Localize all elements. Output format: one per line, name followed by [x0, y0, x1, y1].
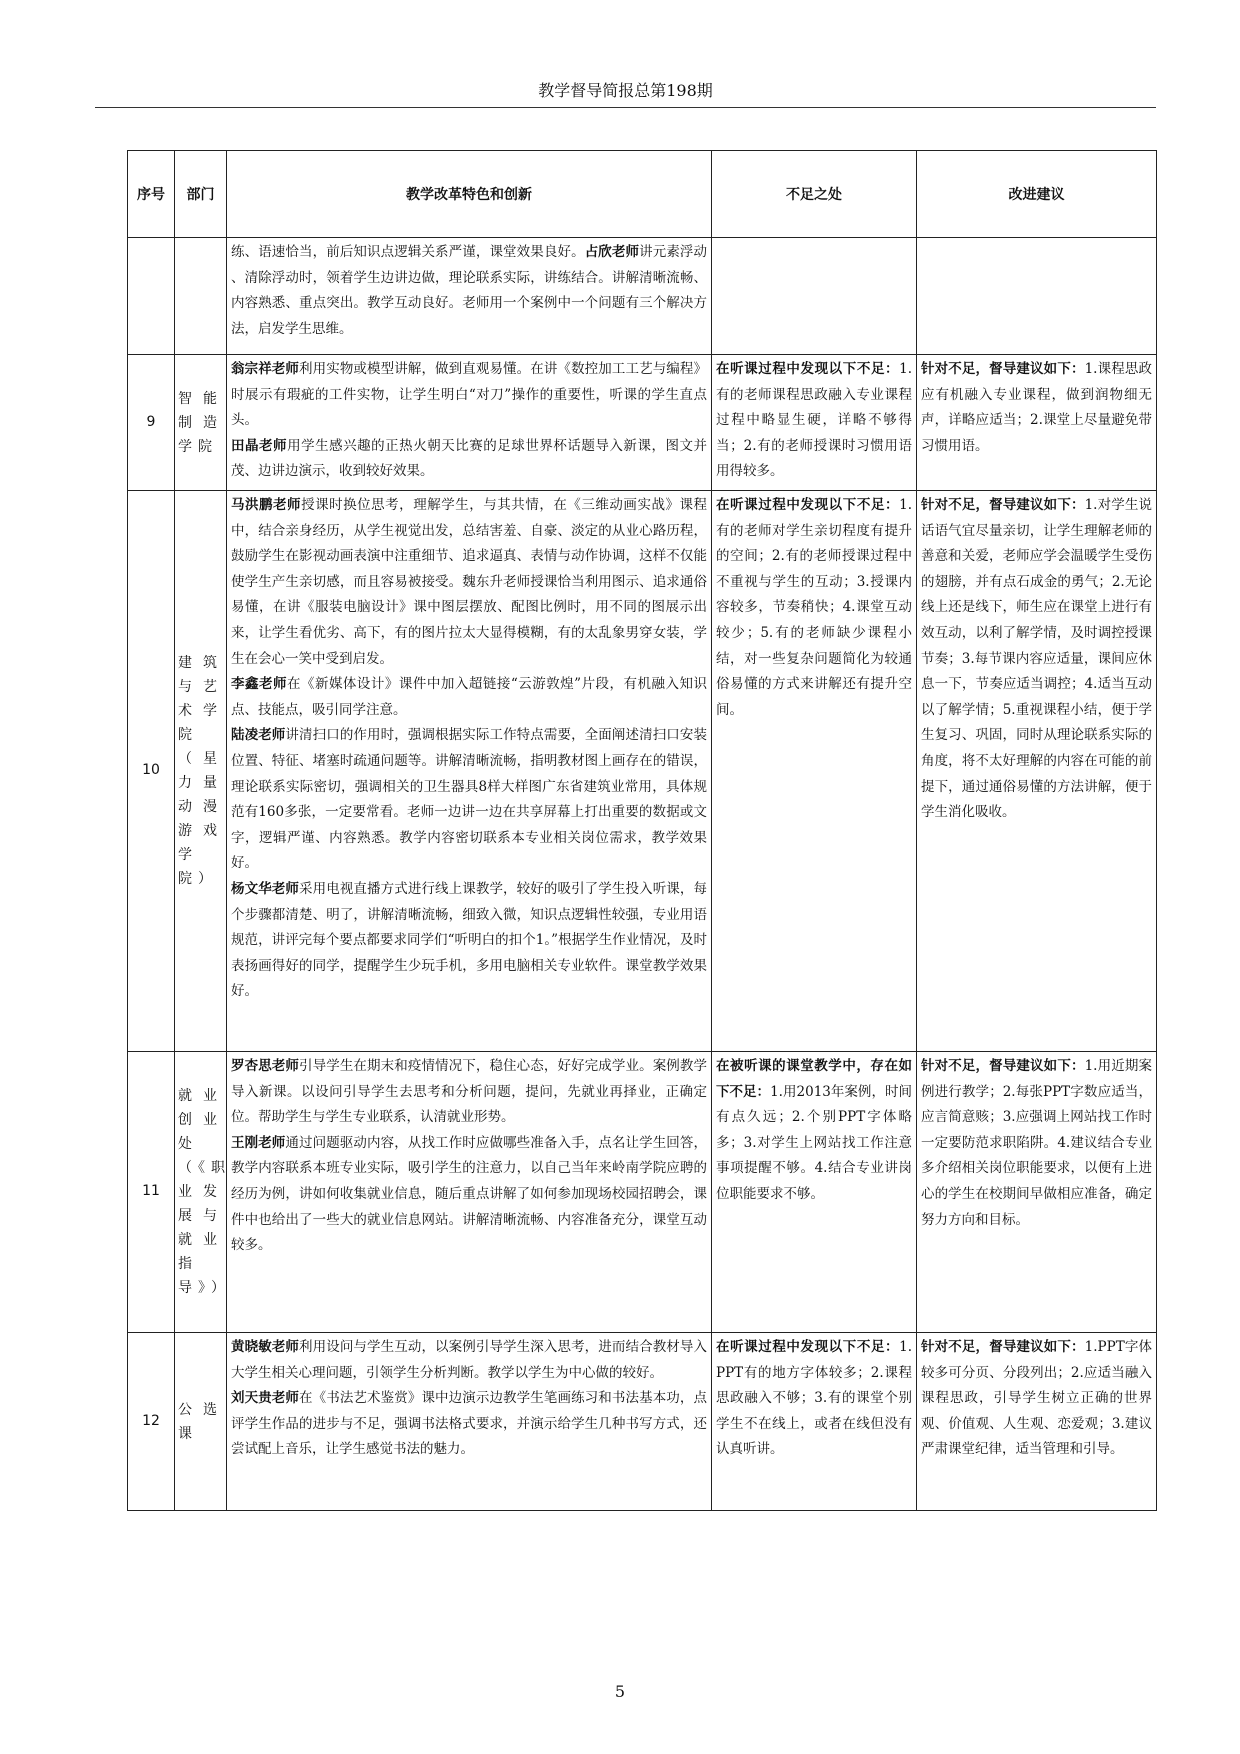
table-header-row: [128, 151, 1157, 238]
page-header-title: 教学督导简报总第198期: [538, 81, 713, 100]
row-dept-cell: 公选课: [175, 1333, 227, 1511]
page-number: 5: [614, 1682, 626, 1701]
column-header-suggestions: 改进建议: [917, 151, 1157, 238]
header-rule: [95, 107, 1156, 108]
row-shortcomings-cell: [712, 238, 917, 355]
feature-text: 讲清扫口的作用时，强调根据实际工作特点需要，全面阐述清扫口安装位置、特征、堵塞时疏通问题等。讲解清晰流畅，指明教材图上画存在的错误，理论联系实际密切，强调相关的卫生器具8样大样图广东省建筑业常用，具体规范有160多张，一定要常看。老师一边讲一边在共享屏幕上打出重要的数据或文字，逻辑严谨、内容熟悉。教学内容密切联系本专业相关岗位需求，教学效果好。: [231, 727, 708, 872]
suggestions-lead: 针对不足，督导建议如下：: [921, 1339, 1085, 1355]
row-suggestions-cell: [917, 1333, 1157, 1511]
shortcomings-text: 1.用2013年案例，时间有点久远；2.个别PPT字体略多；3.对学生上网站找工作注意事项提醒不够。4.结合专业讲岗位职能要求不够。: [716, 1083, 912, 1202]
teacher-name: 田晶老师: [231, 437, 288, 454]
feature-text: 用学生感兴趣的正热火朝天比赛的足球世界杯话题导入新课，图文并茂、边讲边演示，收到较好效果。: [231, 437, 708, 480]
row-dept-cell: 智能制造学院: [175, 355, 227, 491]
row-features-cell: [227, 491, 712, 1052]
teacher-name: 黄晓敏老师: [231, 1339, 300, 1355]
shortcomings-lead: 在听课过程中发现以下不足：: [716, 361, 900, 377]
table-row: [128, 238, 1157, 355]
teacher-name: 翁宗祥老师: [231, 361, 300, 377]
shortcomings-lead: 在听课过程中发现以下不足：: [716, 497, 900, 513]
row-shortcomings-cell: [712, 355, 917, 491]
row-index-cell: 12: [128, 1333, 175, 1511]
evaluation-table: [127, 150, 1157, 1511]
column-header-features: 教学改革特色和创新: [227, 151, 712, 238]
teacher-name: 陆凌老师: [231, 727, 286, 744]
row-features-cell: [227, 1333, 712, 1511]
feature-text: 引导学生在期末和疫情情况下，稳住心态，好好完成学业。案例教学导入新课。以设问引导学生去思考和分析问题，提问，先就业再择业，正确定位。帮助学生与学生专业联系，认清就业形势。: [231, 1058, 708, 1126]
feature-text: 利用设问与学生互动，以案例引导学生深入思考，进而结合教材导入大学生相关心理问题，引领学生分析判断。教学以学生为中心做的较好。: [231, 1339, 708, 1381]
suggestions-text: 1.课程思政应有机融入专业课程，做到润物细无声，详略应适当；2.课堂上尽量避免带习惯用语。: [921, 361, 1153, 454]
feature-text: 采用电视直播方式进行线上课教学，较好的吸引了学生投入听课，每个步骤都清楚、明了，讲解清晰流畅，细致入微，知识点逻辑性较强，专业用语规范，讲评完每个要点都要求同学们“听明白的扣个1。”根据学生作业情况，及时表扬画得好的同学，提醒学生少玩手机，多用电脑相关专业软件。课堂教学效果好。: [231, 880, 708, 1000]
teacher-name: 马洪鹏老师: [231, 497, 302, 513]
suggestions-lead: 针对不足，督导建议如下：: [921, 361, 1085, 377]
feature-text: 练、语速恰当，前后知识点逻辑关系严谨，课堂效果良好。: [231, 244, 585, 260]
shortcomings-text: 1.PPT有的地方字体较多；2.课程思政融入不够；3.有的课堂个别学生不在线上，或者在线但没有认真听讲。: [716, 1339, 912, 1458]
suggestions-lead: 针对不足，督导建议如下：: [921, 1058, 1085, 1074]
shortcomings-text: 1.有的老师课程思政融入专业课程过程中略显生硬，详略不够得当；2.有的老师授课时习惯用语用得较多。: [716, 361, 912, 480]
table-row: [128, 1052, 1157, 1333]
suggestions-text: 1.PPT字体较多可分页、分段列出；2.应适当融入课程思政，引导学生树立正确的世界观、价值观、人生观、恋爱观；3.建议严肃课堂纪律，适当管理和引导。: [921, 1339, 1153, 1458]
suggestions-text: 1.用近期案例进行教学；2.每张PPT字数应适当，应言简意赅；3.应强调上网站找工作时一定要防范求职陷阱。4.建议结合专业多介绍相关岗位职能要求，以便有上进心的学生在校期间早做相应准备，确定努力方向和目标。: [921, 1058, 1153, 1228]
shortcomings-lead: 在听课过程中发现以下不足：: [716, 1339, 900, 1355]
feature-text: 讲元素浮动 、清除浮动时，领着学生边讲边做，理论联系实际，讲练结合。讲解清晰流畅、内容熟悉、重点突出。教学互动良好。老师用一个案例中一个问题有三个解决方法，启发学生思维。: [231, 244, 708, 337]
row-suggestions-cell: [917, 1052, 1157, 1333]
teacher-name: 李鑫老师: [231, 676, 287, 693]
column-header-index: 序号: [128, 151, 175, 238]
row-index-cell: 10: [128, 491, 175, 1052]
column-header-shortcomings: 不足之处: [712, 151, 917, 238]
row-shortcomings-cell: [712, 1333, 917, 1511]
row-index-cell: [128, 238, 175, 355]
row-index-cell: 9: [128, 355, 175, 491]
teacher-name: 罗杏思老师: [231, 1058, 300, 1074]
feature-text: 通过问题驱动内容，从找工作时应做哪些准备入手，点名让学生回答，教学内容联系本班专业实际，吸引学生的注意力，以自己当年来岭南学院应聘的经历为例，讲如何收集就业信息，随后重点讲解了如何参加现场校园招聘会，课件中也给出了一些大的就业信息网站。讲解清晰流畅、内容准备充分，课堂互动较多。: [231, 1134, 708, 1254]
table-row: [128, 1333, 1157, 1511]
feature-text: 在《书法艺术鉴赏》课中边演示边教学生笔画练习和书法基本功，点评学生作品的进步与不足，强调书法格式要求，并演示给学生几种书写方式，还尝试配上音乐，让学生感觉书法的魅力。: [231, 1390, 708, 1458]
feature-text: 授课时换位思考，理解学生，与其共情，在《三维动画实战》课程中，结合亲身经历，从学生视觉出发，总结害羞、自豪、淡定的从业心路历程，鼓励学生在影视动画表演中注重细节、追求逼真、表情与动作协调，这样不仅能使学生产生亲切感，而且容易被接受。魏东升老师授课恰当利用图示、追求通俗易懂，在讲《服装电脑设计》课中图层摆放、配图比例时，用不同的图展示出来，让学生看优劣、高下，有的图片拉太大显得模糊，有的太乱象男穿女装，学生在会心一笑中受到启发。: [231, 497, 708, 667]
row-shortcomings-cell: [712, 491, 917, 1052]
row-dept-cell: 就业创业处（《职业发展与就业指导》）: [175, 1052, 227, 1333]
feature-text: 利用实物或模型讲解，做到直观易懂。在讲《数控加工工艺与编程》时展示有瑕疵的工件实物，让学生明白“对刀”操作的重要性，听课的学生直点头。: [231, 361, 708, 429]
row-dept-cell: 建筑与艺术学院（星力量动漫游戏学院）: [175, 491, 227, 1052]
row-dept-cell: [175, 238, 227, 355]
row-suggestions-cell: [917, 491, 1157, 1052]
teacher-name: 刘天贵老师: [231, 1390, 300, 1407]
table-row: [128, 491, 1157, 1052]
row-suggestions-cell: [917, 355, 1157, 491]
shortcomings-lead: 在被听课的课堂教学中，存在如下不足：: [716, 1058, 912, 1100]
shortcomings-text: 1.有的老师对学生亲切程度有提升的空间；2.有的老师授课过程中不重视与学生的互动；3.授课内容较多，节奏稍快；4.课堂互动较少；5.有的老师缺少课程小结，对一些复杂问题简化为较通俗易懂的方式来讲解还有提升空间。: [716, 497, 912, 718]
row-features-cell: [227, 355, 712, 491]
column-header-dept: 部门: [175, 151, 227, 238]
teacher-name: 占欣老师: [584, 244, 640, 260]
row-features-cell: [227, 1052, 712, 1333]
suggestions-lead: 针对不足，督导建议如下：: [921, 497, 1085, 513]
teacher-name: 杨文华老师: [231, 880, 300, 897]
row-shortcomings-cell: [712, 1052, 917, 1333]
row-suggestions-cell: [917, 238, 1157, 355]
table-row: [128, 355, 1157, 491]
row-index-cell: 11: [128, 1052, 175, 1333]
feature-text: 在《新媒体设计》课件中加入超链接“云游敦煌”片段，有机融入知识点、技能点，吸引同学注意。: [231, 676, 707, 718]
suggestions-text: 1.对学生说话语气宜尽量亲切，让学生理解老师的善意和关爱，老师应学会温暖学生受伤的翅膀，并有点石成金的勇气；2.无论线上还是线下，师生应在课堂上进行有效互动，以利了解学情，及时调控授课节奏；3.每节课内容应适量，课间应休息一下，节奏应适当调控；4.适当互动以了解学情；5.重视课程小结，便于学生复习、巩固，同时从理论联系实际的角度，将不太好理解的内容在可能的前提下，通过通俗易懂的方法讲解，便于学生消化吸收。: [921, 497, 1153, 821]
row-features-cell: [227, 238, 712, 355]
teacher-name: 王刚老师: [231, 1134, 286, 1151]
